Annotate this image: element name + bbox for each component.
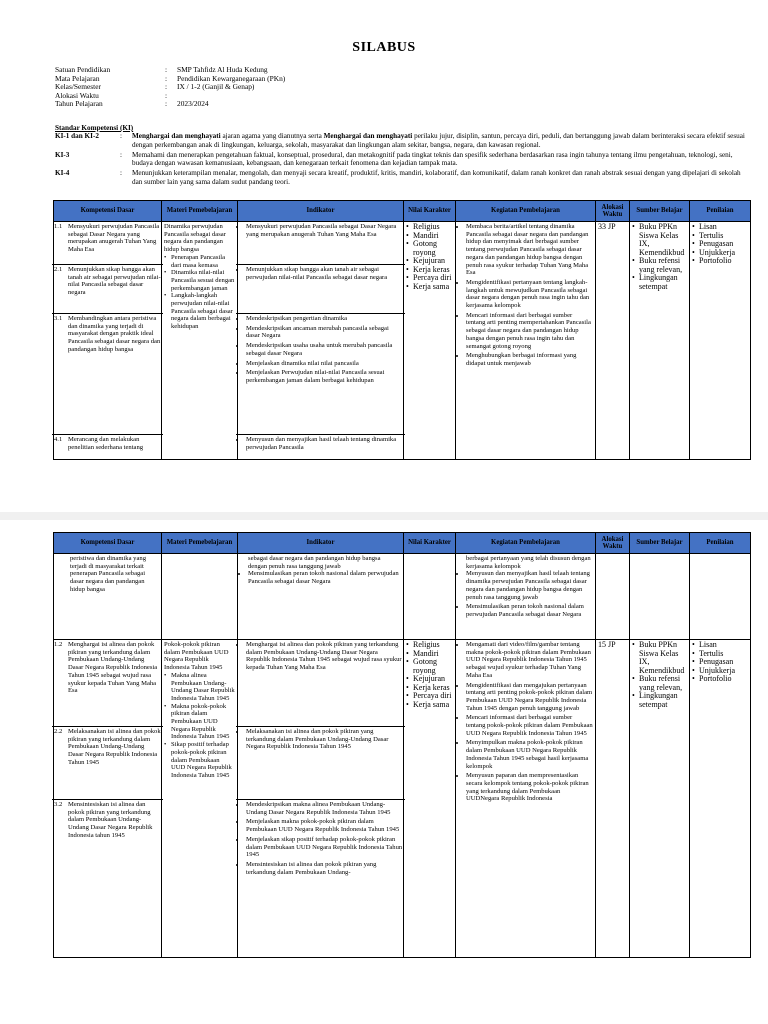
- header-materi: Materi Pemebelajaran: [162, 533, 238, 554]
- info-key: Mata Pelajaran: [55, 73, 100, 83]
- header-penilaian: Penilaian: [690, 533, 751, 554]
- list-item: • Mendeskripsikan usaha usaha untuk merubah pancasila sebagai dasar Negara: [246, 342, 403, 357]
- list-item: • Mensimulasikan peran tokoh nasional dalam perwujudan Pancasila sebagai dasar Negara: [248, 570, 401, 585]
- info-row: Tahun Pelajaran : 2023/2024: [55, 99, 209, 109]
- list-item: • Menyusun dan menyajikan hasil telaah tentang dinamika perwujudan Pancasila sebagai dasar negara dan pandangan hidup bangsa dengan penuh rasa tanggung jawab: [466, 570, 593, 601]
- info-value: Pendidikan Kewarganegaraan (PKn): [177, 73, 286, 83]
- ki-text-part: ajaran agama yang dianutnya serta: [220, 132, 324, 141]
- table-row: [54, 640, 751, 958]
- penilaian-cell: [690, 554, 751, 640]
- indikator-group: [236, 222, 405, 265]
- list-item: • Menjelaskan makna pokok-pokok pikiran dalam Pembukaan UUD Negara Republik Indonesia Tahun 1945: [246, 818, 403, 833]
- materi-list: [164, 672, 235, 780]
- list-item: • Menjelaskan dinamika nilai nilai pancasila: [246, 360, 403, 368]
- info-key: Satuan Pendidikan: [55, 65, 111, 74]
- kegiatan-cell: [456, 222, 596, 460]
- list-item: • Mencari informasi dari berbagai sumber tentang pokok-pokok pikiran dalam Pembukaan UUD Negara Republik Indonesia Tahun 1945: [466, 714, 593, 737]
- penilaian-list: [692, 641, 748, 684]
- info-key: Alokasi Waktu: [55, 90, 99, 100]
- ki-bold: Menghargai dan menghayati: [132, 132, 221, 141]
- list-item: • Religius: [406, 223, 453, 232]
- list-item: • Menghubungkan berbagai informasi yang didapat untuk menjawab: [466, 352, 593, 367]
- materi-intro: Pokok-pokok pikiran dalam Pembukaan UUD Negara Republik Indonesia Tahun 1945: [164, 641, 229, 672]
- list-item: • Tertulis: [692, 232, 748, 241]
- list-item: • Makna alinea Pembukaan Undang-Undang Dasar Republik Indonesia Tahun 1945: [164, 672, 235, 703]
- list-item: • Kerja keras: [406, 266, 453, 275]
- list-item: • Membaca berita/artikel tentang dinamika Pancasila sebagai dasar negara dan pandangan hidup dan menyimak dari berbagai sumber tentang perwujudan Pancasila sebagai dasar negara dan pandangan hidup bangsa dengan penuh rasa syukur terhadap Tuhan Yang Maha Esa: [466, 223, 593, 277]
- materi-cell: [162, 640, 238, 958]
- indikator-group: [236, 265, 405, 314]
- info-row: Kelas/Semester : IX / 1-2 (Ganjil & Genap): [55, 82, 255, 92]
- info-value: 2023/2024: [177, 99, 209, 109]
- kd-item: 2.1 Menunjukkan sikap bangga akan tanah air sebagai perwujudan nilai-nilai Pancasila sebagai dasar negara: [52, 265, 163, 314]
- materi-cell: [162, 222, 238, 460]
- list-item: • Mensimulasikan peran tokoh nasional dalam perwujudan Pancasila sebagai dasar Negara: [466, 603, 593, 618]
- info-key: Tahun Pelajaran: [55, 99, 103, 109]
- header-kegiatan: Kegiatan Pembelajaran: [456, 201, 596, 222]
- alokasi-cell: 33 JP: [596, 222, 630, 460]
- identity-block: [55, 66, 285, 109]
- list-item: • Lisan: [692, 223, 748, 232]
- header-alokasi: Alokasi Waktu: [596, 533, 630, 554]
- list-item: • Kejujuran: [406, 675, 453, 684]
- ki-text: [132, 132, 745, 149]
- indikator-group: [236, 727, 405, 800]
- ki-row: KI-3 : Memahami dan menerapkan pengetahuan faktual, konseptual, prosedural, dan metakognitif pada tingkat teknis dan spesifik sederhana berdasarkan rasa ingin tahunya tentang ilmu pengetahuan, teknologi, seni, budaya dengan wawasan kemanusiaan, kebangsaan, dan kenegaraan terkait fenomena dan kejadian tampak mata.: [55, 151, 745, 168]
- list-item: • Portofolio: [692, 675, 748, 684]
- list-item: • Lisan: [692, 641, 748, 650]
- list-item: • Menyusun paparan dan mempresentasikan secara kelompok tentang pokok-pokok pikiran yang terkandung dalam Pembukaan UUDNegara Republik Indonesia: [466, 772, 593, 803]
- list-item: • Mendeskripsikan makna alinea Pembukaan Undang-Undang Dasar Negara Republik Indonesia Tahun 1945: [246, 801, 403, 816]
- indikator-cell: [238, 222, 404, 460]
- silabus-table-page-2: [53, 532, 751, 958]
- list-item: • Mendeskripsikan pengertian dinamika: [246, 315, 403, 323]
- header-indikator: Indikator: [238, 533, 404, 554]
- list-item: • Unjukkerja: [692, 249, 748, 258]
- ki-label: KI-1 dan KI-2: [55, 132, 99, 141]
- header-sumber: Sumber Belajar: [630, 201, 690, 222]
- sumber-cell: [630, 222, 690, 460]
- kd-item: 1.1 Mensyukuri perwujudan Pancasila sebagai Dasar Negara yang merupakan anugerah Tuhan Yang Maha Esa: [52, 222, 163, 265]
- list-item: • Penugasan: [692, 658, 748, 667]
- alokasi-cell: 15 JP: [596, 640, 630, 958]
- ki-label: KI-4: [55, 169, 70, 178]
- materi-intro: Dinamika perwujudan Pancasila sebagai dasar negara dan pandangan hidup bangsa: [164, 223, 226, 254]
- nilai-cell: [404, 222, 456, 460]
- header-penilaian: Penilaian: [690, 201, 751, 222]
- list-item: • Buku refensi yang relevan,: [632, 675, 687, 692]
- list-item: • Menjelaskan Perwujudan nilai-nilai Pancasila sesuai perkembangan jaman dalam berbagai kehidupan: [246, 369, 403, 384]
- list-item: • Unjukkerja: [692, 667, 748, 676]
- kegiatan-list: [458, 223, 593, 368]
- kegiatan-continued: berbagai pertanyaan yang telah disusun dengan kerjasama kelompok: [466, 555, 591, 570]
- header-alokasi: Alokasi Waktu: [596, 201, 630, 222]
- ki-text-part: perilaku jujur, disiplin, santun, percaya diri, peduli, dan bertanggung jawab dalam berinteraksi secara efektif sesuai dengan perkembangan anak di lingkungan, keluarga, sekolah, masyarakat dan lingkungan alam sekitar, bangsa, negara, dan kawasan regional.: [132, 132, 745, 149]
- indikator-group: [236, 640, 405, 727]
- list-item: • Penugasan: [692, 240, 748, 249]
- indikator-cell: [238, 554, 404, 640]
- header-materi: Materi Pemebelajaran: [162, 201, 238, 222]
- nilai-list: [406, 223, 453, 291]
- standar-heading: Standar Kompetensi (KI): [55, 124, 134, 132]
- penilaian-cell: [690, 222, 751, 460]
- kd-continued: peristiwa dan dinamika yang terjadi di masyarakat terkait penerapan Pancasila sebagai dasar negara dan pandangan hidup bangsa: [70, 555, 146, 593]
- ki-text: Menunjukkan keterampilan menalar, mengolah, dan menyaji secara kreatif, produktif, kritis, mandiri, kolaboratif, dan komunikatif, dalam ranah konkret dan ranah abstrak sesuai dengan yang dipelajari di sekolah dan sumber lain yang sama dalam sudut pandang teori.: [132, 169, 741, 186]
- list-item: • Menunjukkan sikap bangga akan tanah air sebagai perwujudan nilai-nilai Pancasila sebagai dasar negara: [246, 266, 403, 281]
- list-item: • Mensintesiskan isi alinea dan pokok pikiran yang terkandung dalam Pembukaan Undang-: [246, 861, 403, 876]
- header-indikator: Indikator: [238, 201, 404, 222]
- list-item: • Kerja sama: [406, 701, 453, 710]
- list-item: • Religius: [406, 641, 453, 650]
- document-title: SILABUS: [352, 40, 416, 55]
- sumber-list: [632, 223, 687, 291]
- indikator-continued: sebagai dasar negara dan pandangan hidup bangsa dengan penuh rasa tanggung jawab: [248, 555, 381, 570]
- list-item: • Portofolio: [692, 257, 748, 266]
- ki-text: Memahami dan menerapkan pengetahuan faktual, konseptual, prosedural, dan metakognitif pada tingkat teknis dan spesifik sederhana berdasarkan rasa ingin tahunya tentang ilmu pengetahuan, teknologi, seni, budaya dengan wawasan kemanusiaan, kebangsaan, dan kenegaraan terkait fenomena dan kejadian tampak mata.: [132, 150, 733, 168]
- list-item: • Menghargai isi alinea dan pokok pikiran yang terkandung dalam Pembukaan Undang-Undang Dasar Negara Republik Indonesia Tahun 1945 sebagai wujud rasa syukur kepada Tuhan Yang Maha Esa: [246, 641, 403, 672]
- nilai-list: [406, 641, 453, 709]
- table-header-row: [54, 533, 751, 554]
- sumber-cell: [630, 640, 690, 958]
- penilaian-list: [692, 223, 748, 266]
- ki-bold: Menghargai dan menghayati: [323, 132, 413, 141]
- table-header-row: [54, 201, 751, 222]
- kd-item: 2.2 Melaksanakan isi alinea dan pokok pikiran yang terkandung dalam Pembukaan Undang-Undang Dasar Negara Republik Indonesia Tahun 1945: [52, 727, 163, 800]
- list-item: • Mencari informasi dari berbagai sumber tentang arti penting mempertahankan Pancasila sebagai dasar negara dan pandangan hidup bangsa dengan penuh rasa ingin tahu dan semangat gotong royong: [466, 312, 593, 351]
- indikator-group: [236, 800, 405, 879]
- list-item: • Buku PPKn Siswa Kelas IX, Kemendikbud: [632, 223, 687, 257]
- table-row: [54, 554, 751, 640]
- list-item: • Percaya diri: [406, 274, 453, 283]
- list-item: • Melaksanakan isi alinea dan pokok pikiran yang terkandung dalam Pembukaan Undang-Undang Dasar Negara Republik Indonesia Tahun 1945: [246, 728, 403, 751]
- kegiatan-cell: [456, 554, 596, 640]
- list-item: • Kerja sama: [406, 283, 453, 292]
- list-item: • Lingkungan setempat: [632, 692, 687, 709]
- list-item: • Dinamika nilai-nilai Pancasila sesuai dengan perkembangan jaman: [164, 269, 235, 292]
- list-item: • Mendeskripsikan ancaman merubah pancasila sebagai dasar Negara: [246, 325, 403, 340]
- sumber-list: [632, 641, 687, 709]
- list-item: • Menyimpulkan makna pokok-pokok pikiran dalam Pembukaan UUD Negara Republik Indonesia Tahun 1945 sebagai hasil kerjasama kelompok: [466, 739, 593, 770]
- info-value: IX / 1-2 (Ganjil & Genap): [177, 82, 255, 92]
- info-row: Mata Pelajaran : Pendidikan Kewarganegaraan (PKn): [55, 73, 286, 83]
- header-sumber: Sumber Belajar: [630, 533, 690, 554]
- kd-item: 3.2 Mensintesiskan isi alinea dan pokok pikiran yang terkandung dalam Pembukaan Undang-Undang Dasar Negara Republik Indonesia tahun 1945: [54, 801, 153, 839]
- kegiatan-list: [458, 641, 593, 803]
- indikator-group: [236, 435, 405, 454]
- list-item: • Menyusun dan menyajikan hasil telaah tentang dinamika perwujudan Pancasila: [246, 436, 403, 451]
- materi-cell: [162, 554, 238, 640]
- list-item: • Mengamati dari video/film/gambar tentang makna pokok-pokok pikiran dalam Pembukaan UUD Negara Republik Indonesia Tahun 1945 sebagai wujud syukur terhadap Tuhan Yang Maha Esa: [466, 641, 593, 680]
- list-item: • Menjelaskan sikap positif terhadap pokok-pokok pikiran dalam Pembukaan UUD Negara Republik Indonesia Tahun 1945: [246, 836, 403, 859]
- list-item: • Penerapan Pancasila dari masa kemasa: [164, 254, 235, 269]
- kd-item: 1.2 Menghargai isi alinea dan pokok pikiran yang terkandung dalam Pembukaan Undang-Undang Dasar Negara Republik Indonesia Tahun 1945 sebagai wujud rasa syukur kepada Tuhan Yang Maha Esa: [52, 640, 163, 727]
- list-item: • Mensyukuri perwujudan Pancasila sebagai Dasar Negara yang merupakan anugerah Tuhan Yang Maha Esa: [246, 223, 403, 238]
- list-item: • Mandiri: [406, 650, 453, 659]
- indikator-group: [236, 314, 405, 435]
- info-value: SMP Tahfidz Al Huda Kedung: [177, 65, 268, 74]
- sumber-cell: [630, 554, 690, 640]
- list-item: • Buku refensi yang relevan,: [632, 257, 687, 274]
- ki-row: KI-4 : Menunjukkan keterampilan menalar, mengolah, dan menyaji secara kreatif, produktif, kritis, mandiri, kolaboratif, dan komunikatif, dalam ranah konkret dan ranah abstrak sesuai dengan yang dipelajari di sekolah dan sumber lain yang sama dalam sudut pandang teori.: [55, 169, 745, 186]
- penilaian-cell: [690, 640, 751, 958]
- header-kompetensi-dasar: Kompetensi Dasar: [54, 533, 162, 554]
- list-item: • Mandiri: [406, 232, 453, 241]
- kd-cell: [54, 554, 162, 640]
- kegiatan-cell: [456, 640, 596, 958]
- nilai-cell: [404, 640, 456, 958]
- list-item: • Mengidentifikasi pertanyaan tentang langkah-langkah untuk mewujudkan Pancasila sebagai dasar negara dengan penuh rasa ingin tahu dan kerjasama kelompok: [466, 279, 593, 310]
- header-kompetensi-dasar: Kompetensi Dasar: [54, 201, 162, 222]
- ki-row: KI-1 dan KI-2 : Menghargai dan menghayati ajaran agama yang dianutnya serta Menghargai dan menghayati perilaku jujur, disiplin, santun, percaya diri, peduli, dan bertanggung jawab dalam berinteraksi secara efektif sesuai dengan perkembangan anak di lingkungan, keluarga, sekolah, masyarakat dan lingkungan alam sekitar, bangsa, negara, dan kawasan regional.: [55, 132, 745, 149]
- info-row: Satuan Pendidikan : SMP Tahfidz Al Huda Kedung: [55, 65, 268, 74]
- list-item: • Tertulis: [692, 650, 748, 659]
- list-item: • Langkah-langkah perwujudan nilai-nilai Pancasila sebagai dasar negara dalam berbagai kehidupan: [164, 292, 235, 331]
- kd-item: 3.1 Membandingkan antara peristiwa dan dinamika yang terjadi di masyarakat dengan praktik ideal Pancasila sebagai dasar negara dan pandangan hidup bangsa: [52, 314, 163, 435]
- indikator-cell: [238, 640, 404, 958]
- list-item: • Makna pokok-pokok pikiran dalam Pembukaan UUD Negara Republik Indonesia Tahun 1945: [164, 703, 235, 742]
- table-row: [54, 222, 751, 460]
- list-item: • Lingkungan setempat: [632, 274, 687, 291]
- list-item: • Gotong royong: [406, 658, 453, 675]
- info-row: Alokasi Waktu :: [55, 90, 168, 100]
- nilai-cell: [404, 554, 456, 640]
- list-item: • Kejujuran: [406, 257, 453, 266]
- header-nilai-karakter: Nilai Karakter: [404, 533, 456, 554]
- kd-cell: [54, 640, 162, 958]
- list-item: • Mengidentifikasi dan mengajukan pertanyaan tentang arti penting pokok-pokok pikiran dalam Pembukaan UUD Negara Republik Indonesia Tahun 1945 dengan penuh tanggung jawab: [466, 682, 593, 713]
- ki-label: KI-3: [55, 150, 70, 159]
- info-key: Kelas/Semester: [55, 82, 101, 92]
- header-kegiatan: Kegiatan Pembelajaran: [456, 533, 596, 554]
- alokasi-cell: [596, 554, 630, 640]
- kd-item: 4.1 Merancang dan melakukan penelitian sederhana tentang: [54, 436, 144, 451]
- list-item: • Sikap positif terhadap pokok-pokok pikiran dalam Pembukaan UUD Negara Republik Indonesia Tahun 1945: [164, 741, 235, 780]
- list-item: • Gotong royong: [406, 240, 453, 257]
- materi-list: [164, 254, 235, 331]
- list-item: • Buku PPKn Siswa Kelas IX, Kemendikbud: [632, 641, 687, 675]
- header-nilai-karakter: Nilai Karakter: [404, 201, 456, 222]
- kd-cell: [54, 222, 162, 460]
- silabus-table-page-1: [53, 200, 751, 460]
- standar-kompetensi: [55, 124, 745, 186]
- list-item: • Kerja keras: [406, 684, 453, 693]
- list-item: • Percaya diri: [406, 692, 453, 701]
